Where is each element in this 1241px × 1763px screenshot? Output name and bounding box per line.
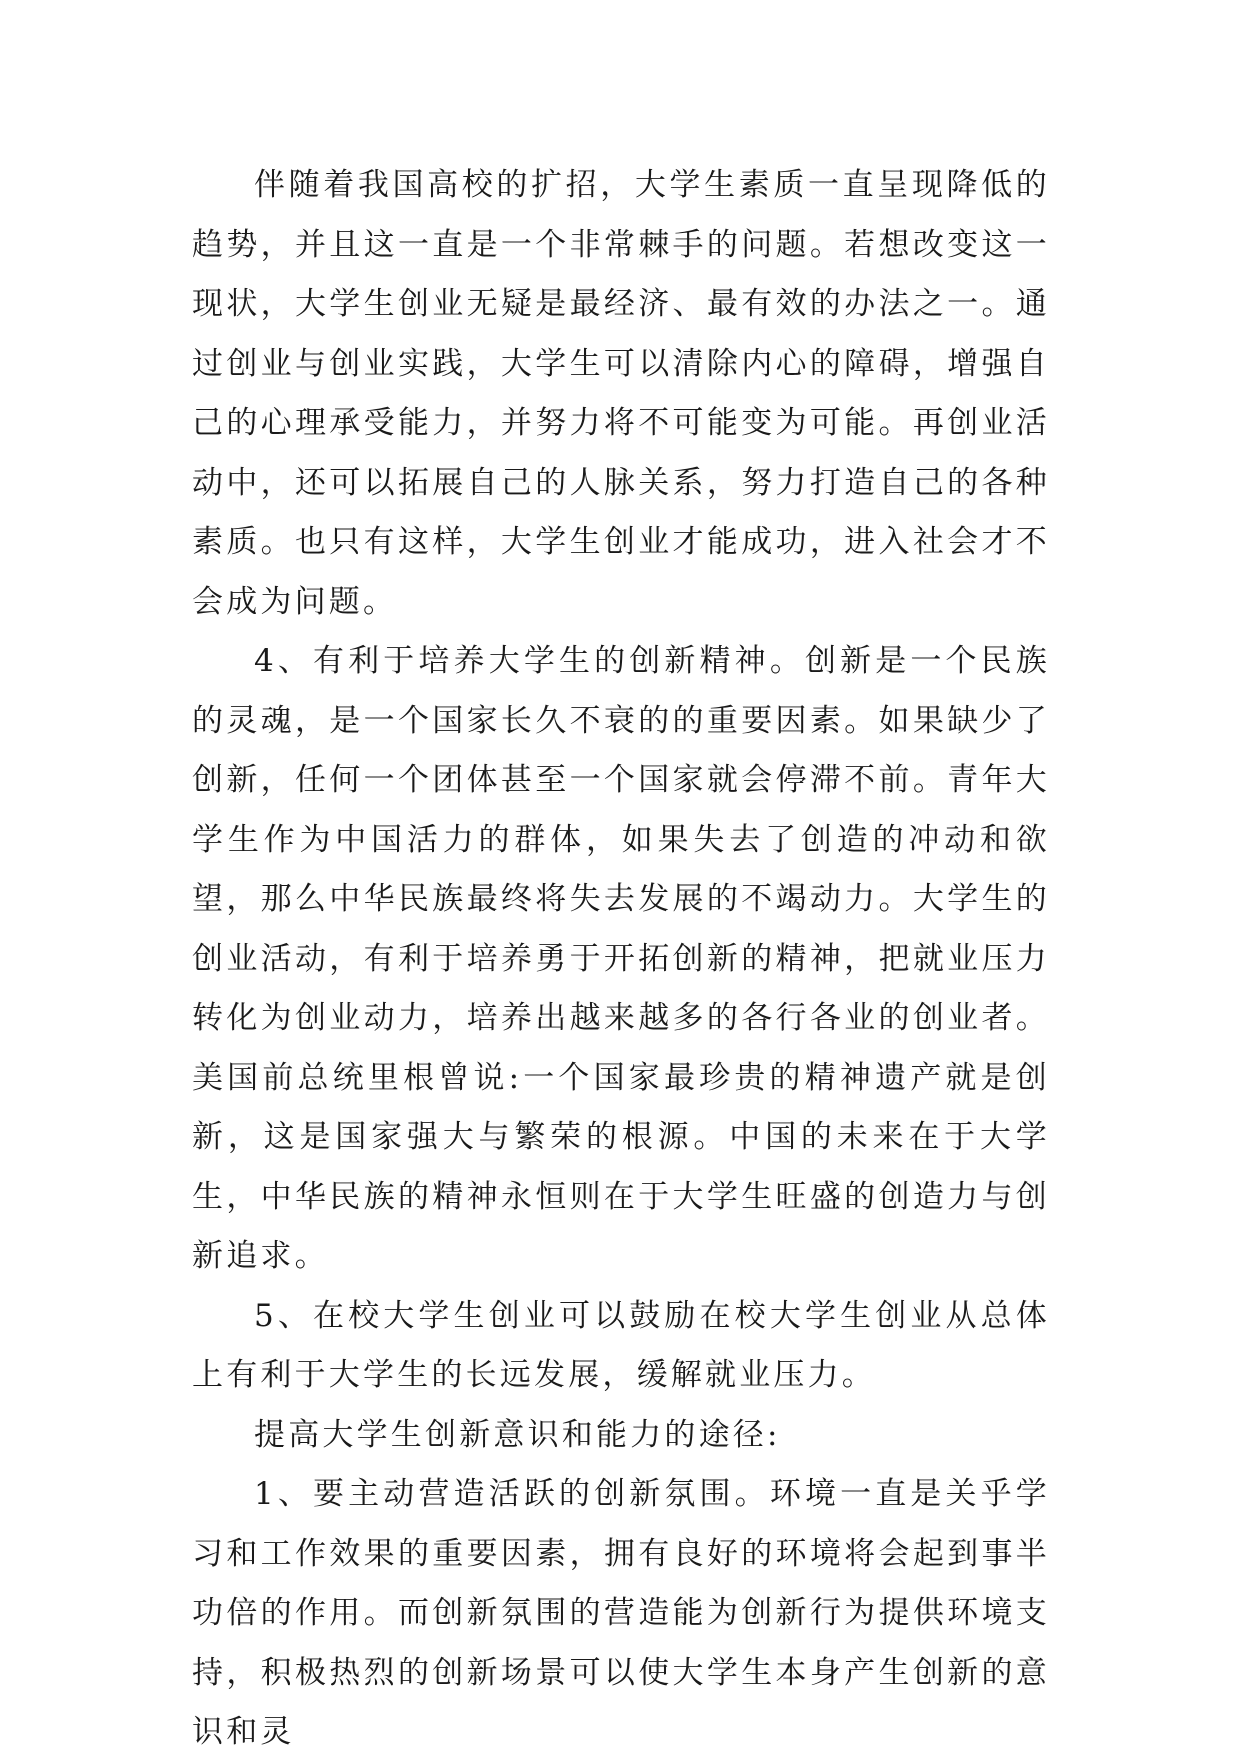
paragraph-graduate-quality: 伴随着我国高校的扩招，大学生素质一直呈现降低的趋势，并且这一直是一个非常棘手的问题。若想改变这一现状，大学生创业无疑是最经济、最有效的办法之一。通过创业与创业实践，大学生可以清除内心的障碍，增强自己的心理承受能力，并努力将不可能变为可能。再创业活动中，还可以拓展自己的人脉关系，努力打造自己的各种素质。也只有这样，大学生创业才能成功，进入社会才不会成为问题。	[192, 167, 1050, 620]
paragraph-innovation-atmosphere: 1、要主动营造活跃的创新氛围。环境一直是关乎学习和工作效果的重要因素，拥有良好的环境将会起到事半功倍的作用。而创新氛围的营造能为创新行为提供环境支持，积极热烈的创新场景可以使大学生本身产生创新的意识和灵	[192, 1476, 1050, 1750]
paragraph-ways-heading: 提高大学生创新意识和能力的途径:	[254, 1416, 781, 1453]
document-body	[192, 156, 1050, 1763]
paragraph-innovation-spirit: 4、有利于培养大学生的创新精神。创新是一个民族的灵魂，是一个国家长久不衰的的重要因素。如果缺少了创新，任何一个团体甚至一个国家就会停滞不前。青年大学生作为中国活力的群体，如果失去了创造的冲动和欲望，那么中华民族最终将失去发展的不竭动力。大学生的创业活动，有利于培养勇于开拓创新的精神，把就业压力转化为创业动力，培养出越来越多的各行各业的创业者。美国前总统里根曾说:一个国家最珍贵的精神遗产就是创新，这是国家强大与繁荣的根源。中国的未来在于大学生，中华民族的精神永恒则在于大学生旺盛的创造力与创新追求。	[192, 643, 1050, 1274]
paragraph-employment-pressure: 5、在校大学生创业可以鼓励在校大学生创业从总体上有利于大学生的长远发展，缓解就业压力。	[192, 1297, 1050, 1393]
